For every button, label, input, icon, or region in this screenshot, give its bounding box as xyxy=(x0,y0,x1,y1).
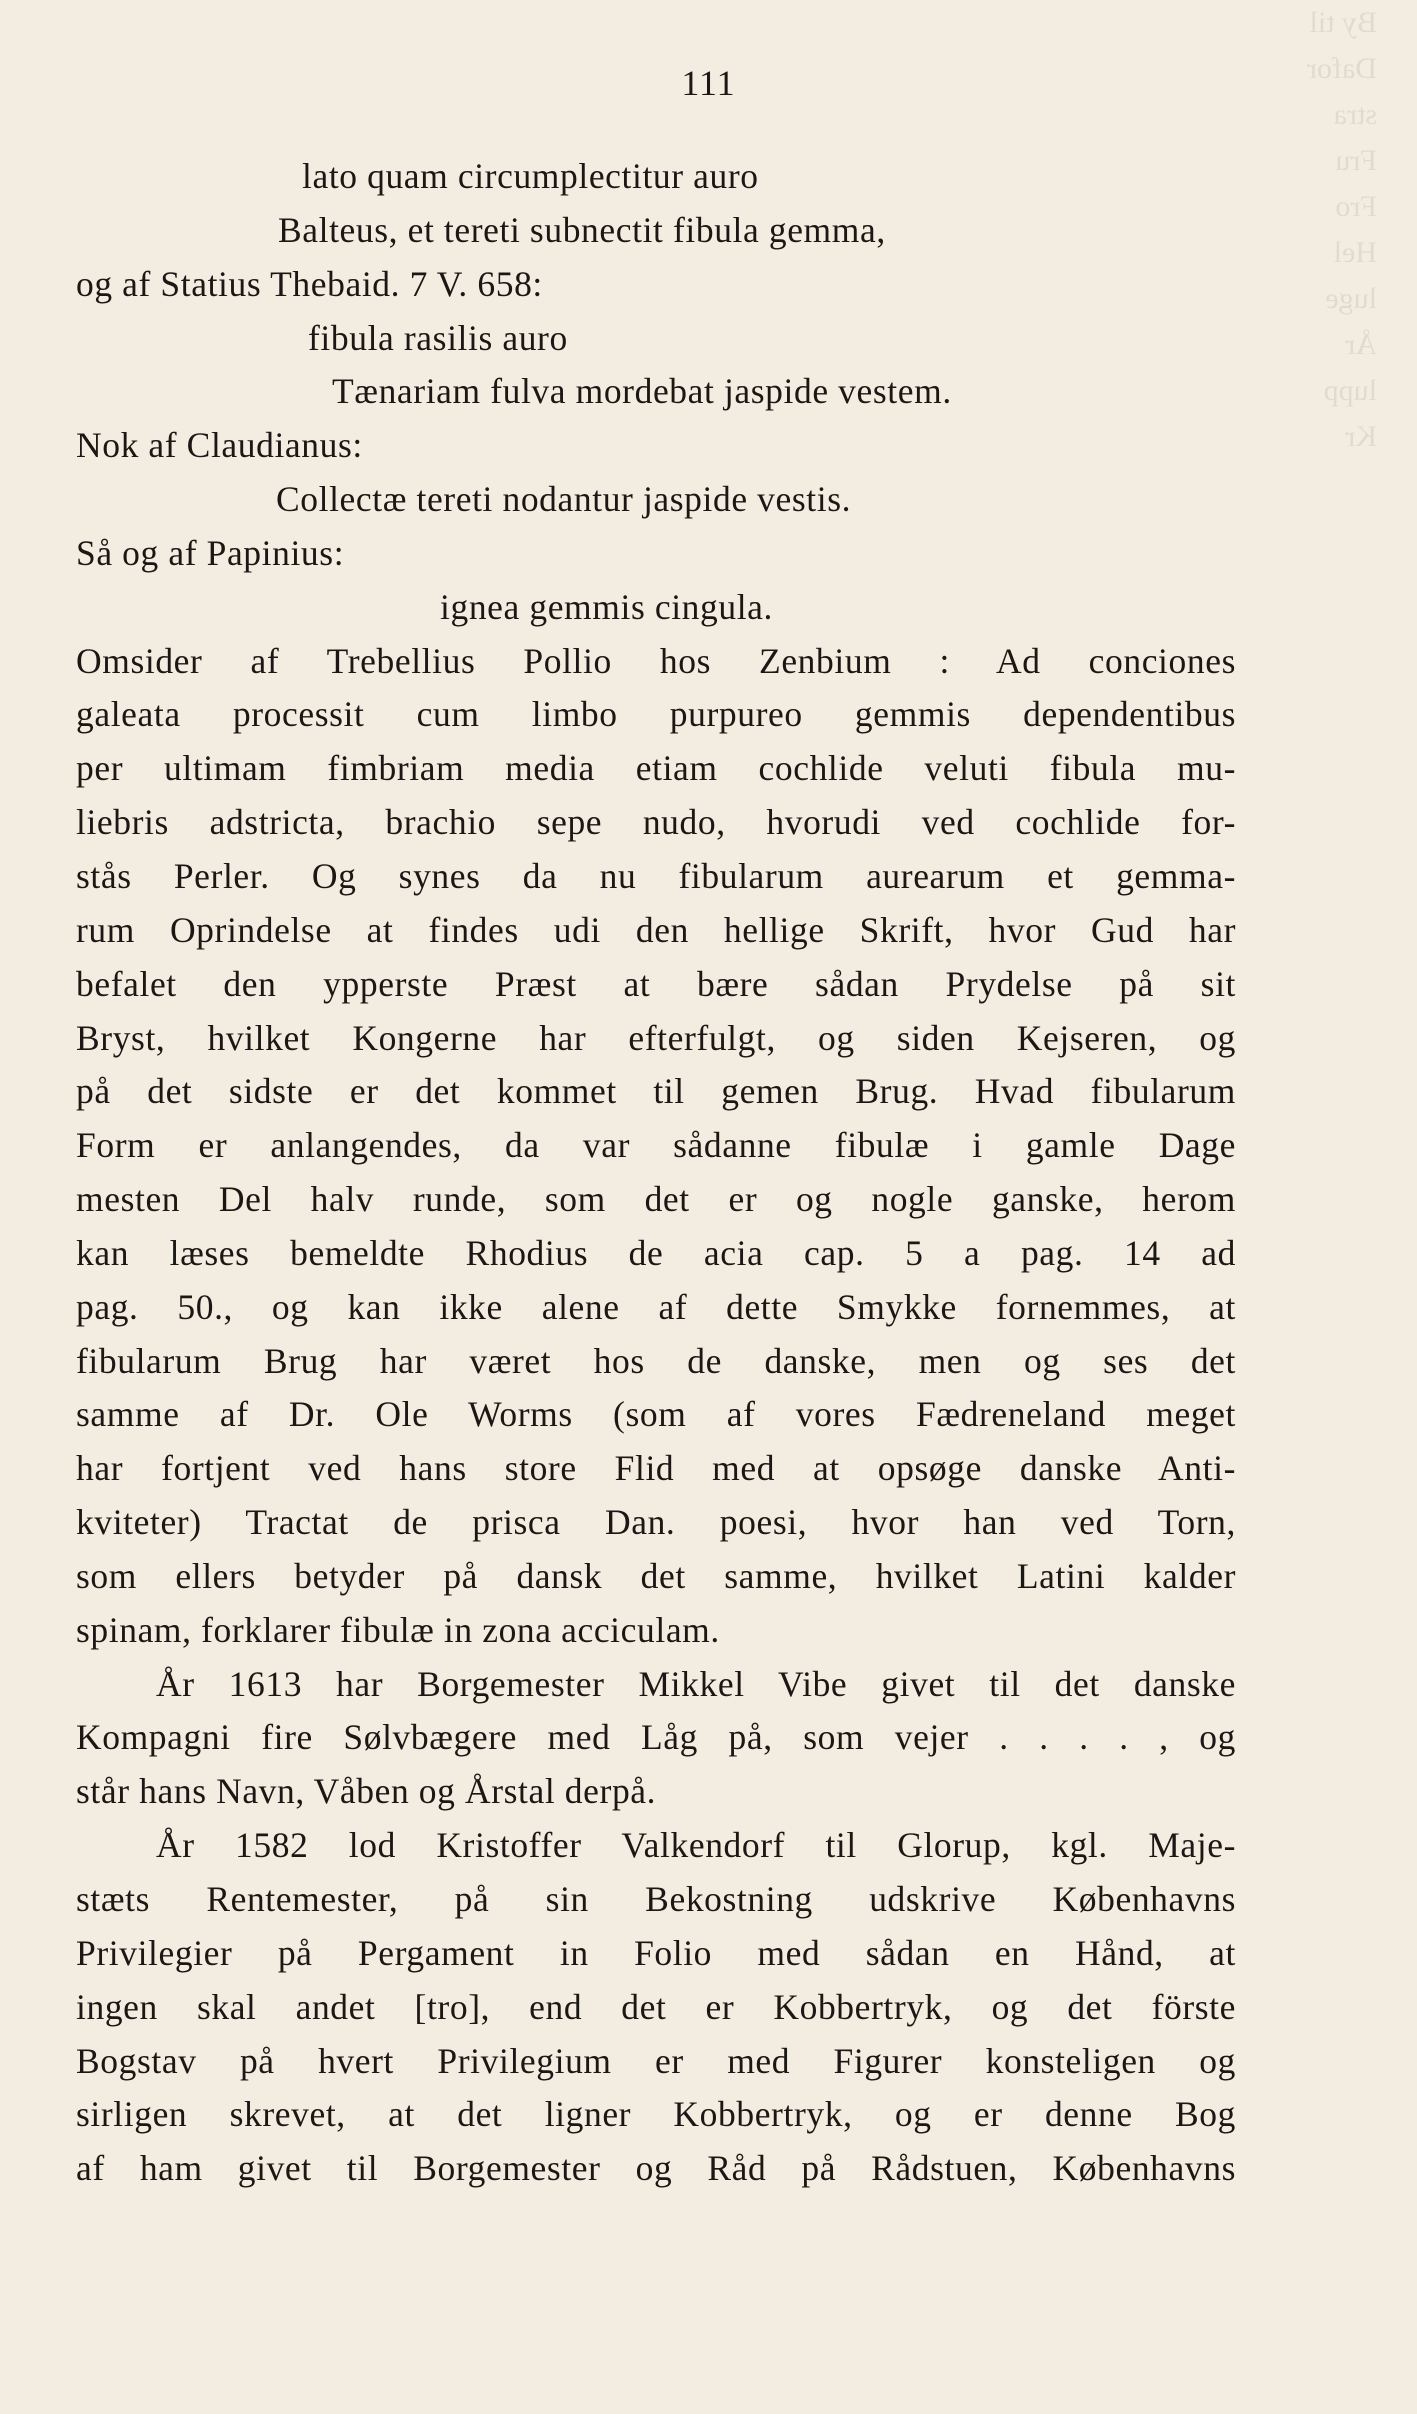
text-line: Bryst, hvilket Kongerne har efterfulgt, og siden Kejseren, og xyxy=(76,1017,1236,1058)
text-line: stæts Rentemester, på sin Bekostning udskrive Københavns xyxy=(76,1879,1236,1919)
text-line: kan læses bemeldte Rhodius de acia cap. 5 a pag. 14 ad xyxy=(76,1232,1236,1273)
text-line: rum Oprindelse at findes udi den hellige Skrift, hvor Gud har xyxy=(76,909,1236,950)
show-through-texture: By til Dafor stra Fru Fro Hel luge År lupp Kr xyxy=(1307,6,1377,453)
text-line: og af Statius Thebaid. 7 V. 658: xyxy=(76,263,543,304)
text-line: spinam, forklarer fibulæ in zona acciculam. xyxy=(76,1609,720,1650)
text-line: Form er anlangendes, da var sådanne fibulæ i gamle Dage xyxy=(76,1125,1236,1166)
text-line: fibularum Brug har været hos de danske, men og ses det xyxy=(76,1340,1236,1381)
text-line: sirligen skrevet, at det ligner Kobbertryk, og er denne Bog xyxy=(76,2094,1236,2135)
text-line: på det sidste er det kommet til gemen Brug. Hvad fibularum xyxy=(76,1071,1236,1112)
text-line: befalet den ypperste Præst at bære sådan Prydelse på sit xyxy=(76,963,1236,1004)
text-line: stås Perler. Og synes da nu fibularum aurearum et gemma- xyxy=(76,855,1236,896)
text-line: per ultimam fimbriam media etiam cochlide veluti fibula mu- xyxy=(76,748,1236,789)
text-line: som ellers betyder på dansk det samme, hvilket Latini kalder xyxy=(76,1555,1236,1596)
text-line: Omsider af Trebellius Pollio hos Zenbium : Ad conciones xyxy=(76,640,1236,681)
text-line: af ham givet til Borgemester og Råd på Rådstuen, Københavns xyxy=(76,2148,1236,2189)
text-line: År 1613 har Borgemester Mikkel Vibe givet til det danske xyxy=(156,1663,1236,1704)
quote-line: Collectæ tereti nodantur jaspide vestis. xyxy=(276,479,852,520)
quote-line: ignea gemmis cingula. xyxy=(440,586,774,627)
text-line: står hans Navn, Våben og Årstal derpå. xyxy=(76,1771,657,1812)
text-line: samme af Dr. Ole Worms (som af vores Fædreneland meget xyxy=(76,1394,1236,1435)
quote-line: fibula rasilis auro xyxy=(308,317,568,358)
quote-line: Tænariam fulva mordebat jaspide vestem. xyxy=(332,371,952,412)
text-line: kviteter) Tractat de prisca Dan. poesi, hvor han ved Torn, xyxy=(76,1502,1236,1543)
text-line: ingen skal andet [tro], end det er Kobbertryk, og det förste xyxy=(76,1986,1236,2027)
quote-line: Balteus, et tereti subnectit fibula gemma, xyxy=(278,209,886,250)
text-line: har fortjent ved hans store Flid med at opsøge danske Anti- xyxy=(76,1448,1236,1489)
text-line: Så og af Papinius: xyxy=(76,532,345,573)
text-line: Bogstav på hvert Privilegium er med Figurer konsteligen og xyxy=(76,2040,1236,2081)
body-text xyxy=(76,150,1236,2196)
text-line: liebris adstricta, brachio sepe nudo, hvorudi ved cochlide for- xyxy=(76,802,1236,843)
text-line: År 1582 lod Kristoffer Valkendorf til Glorup, kgl. Maje- xyxy=(156,1825,1236,1866)
text-line: Privilegier på Pergament in Folio med sådan en Hånd, at xyxy=(76,1932,1236,1973)
page-number: 111 xyxy=(681,63,736,103)
text-line: Kompagni fire Sølvbægere med Låg på, som vejer . . . . , og xyxy=(76,1717,1236,1758)
text-line: pag. 50., og kan ikke alene af dette Smykke fornemmes, at xyxy=(76,1286,1236,1327)
text-line: Nok af Claudianus: xyxy=(76,425,363,466)
text-line: galeata processit cum limbo purpureo gemmis dependentibus xyxy=(76,694,1236,735)
text-line: mesten Del halv runde, som det er og nogle ganske, herom xyxy=(76,1179,1236,1220)
quote-line: lato quam circumplectitur auro xyxy=(302,156,759,196)
